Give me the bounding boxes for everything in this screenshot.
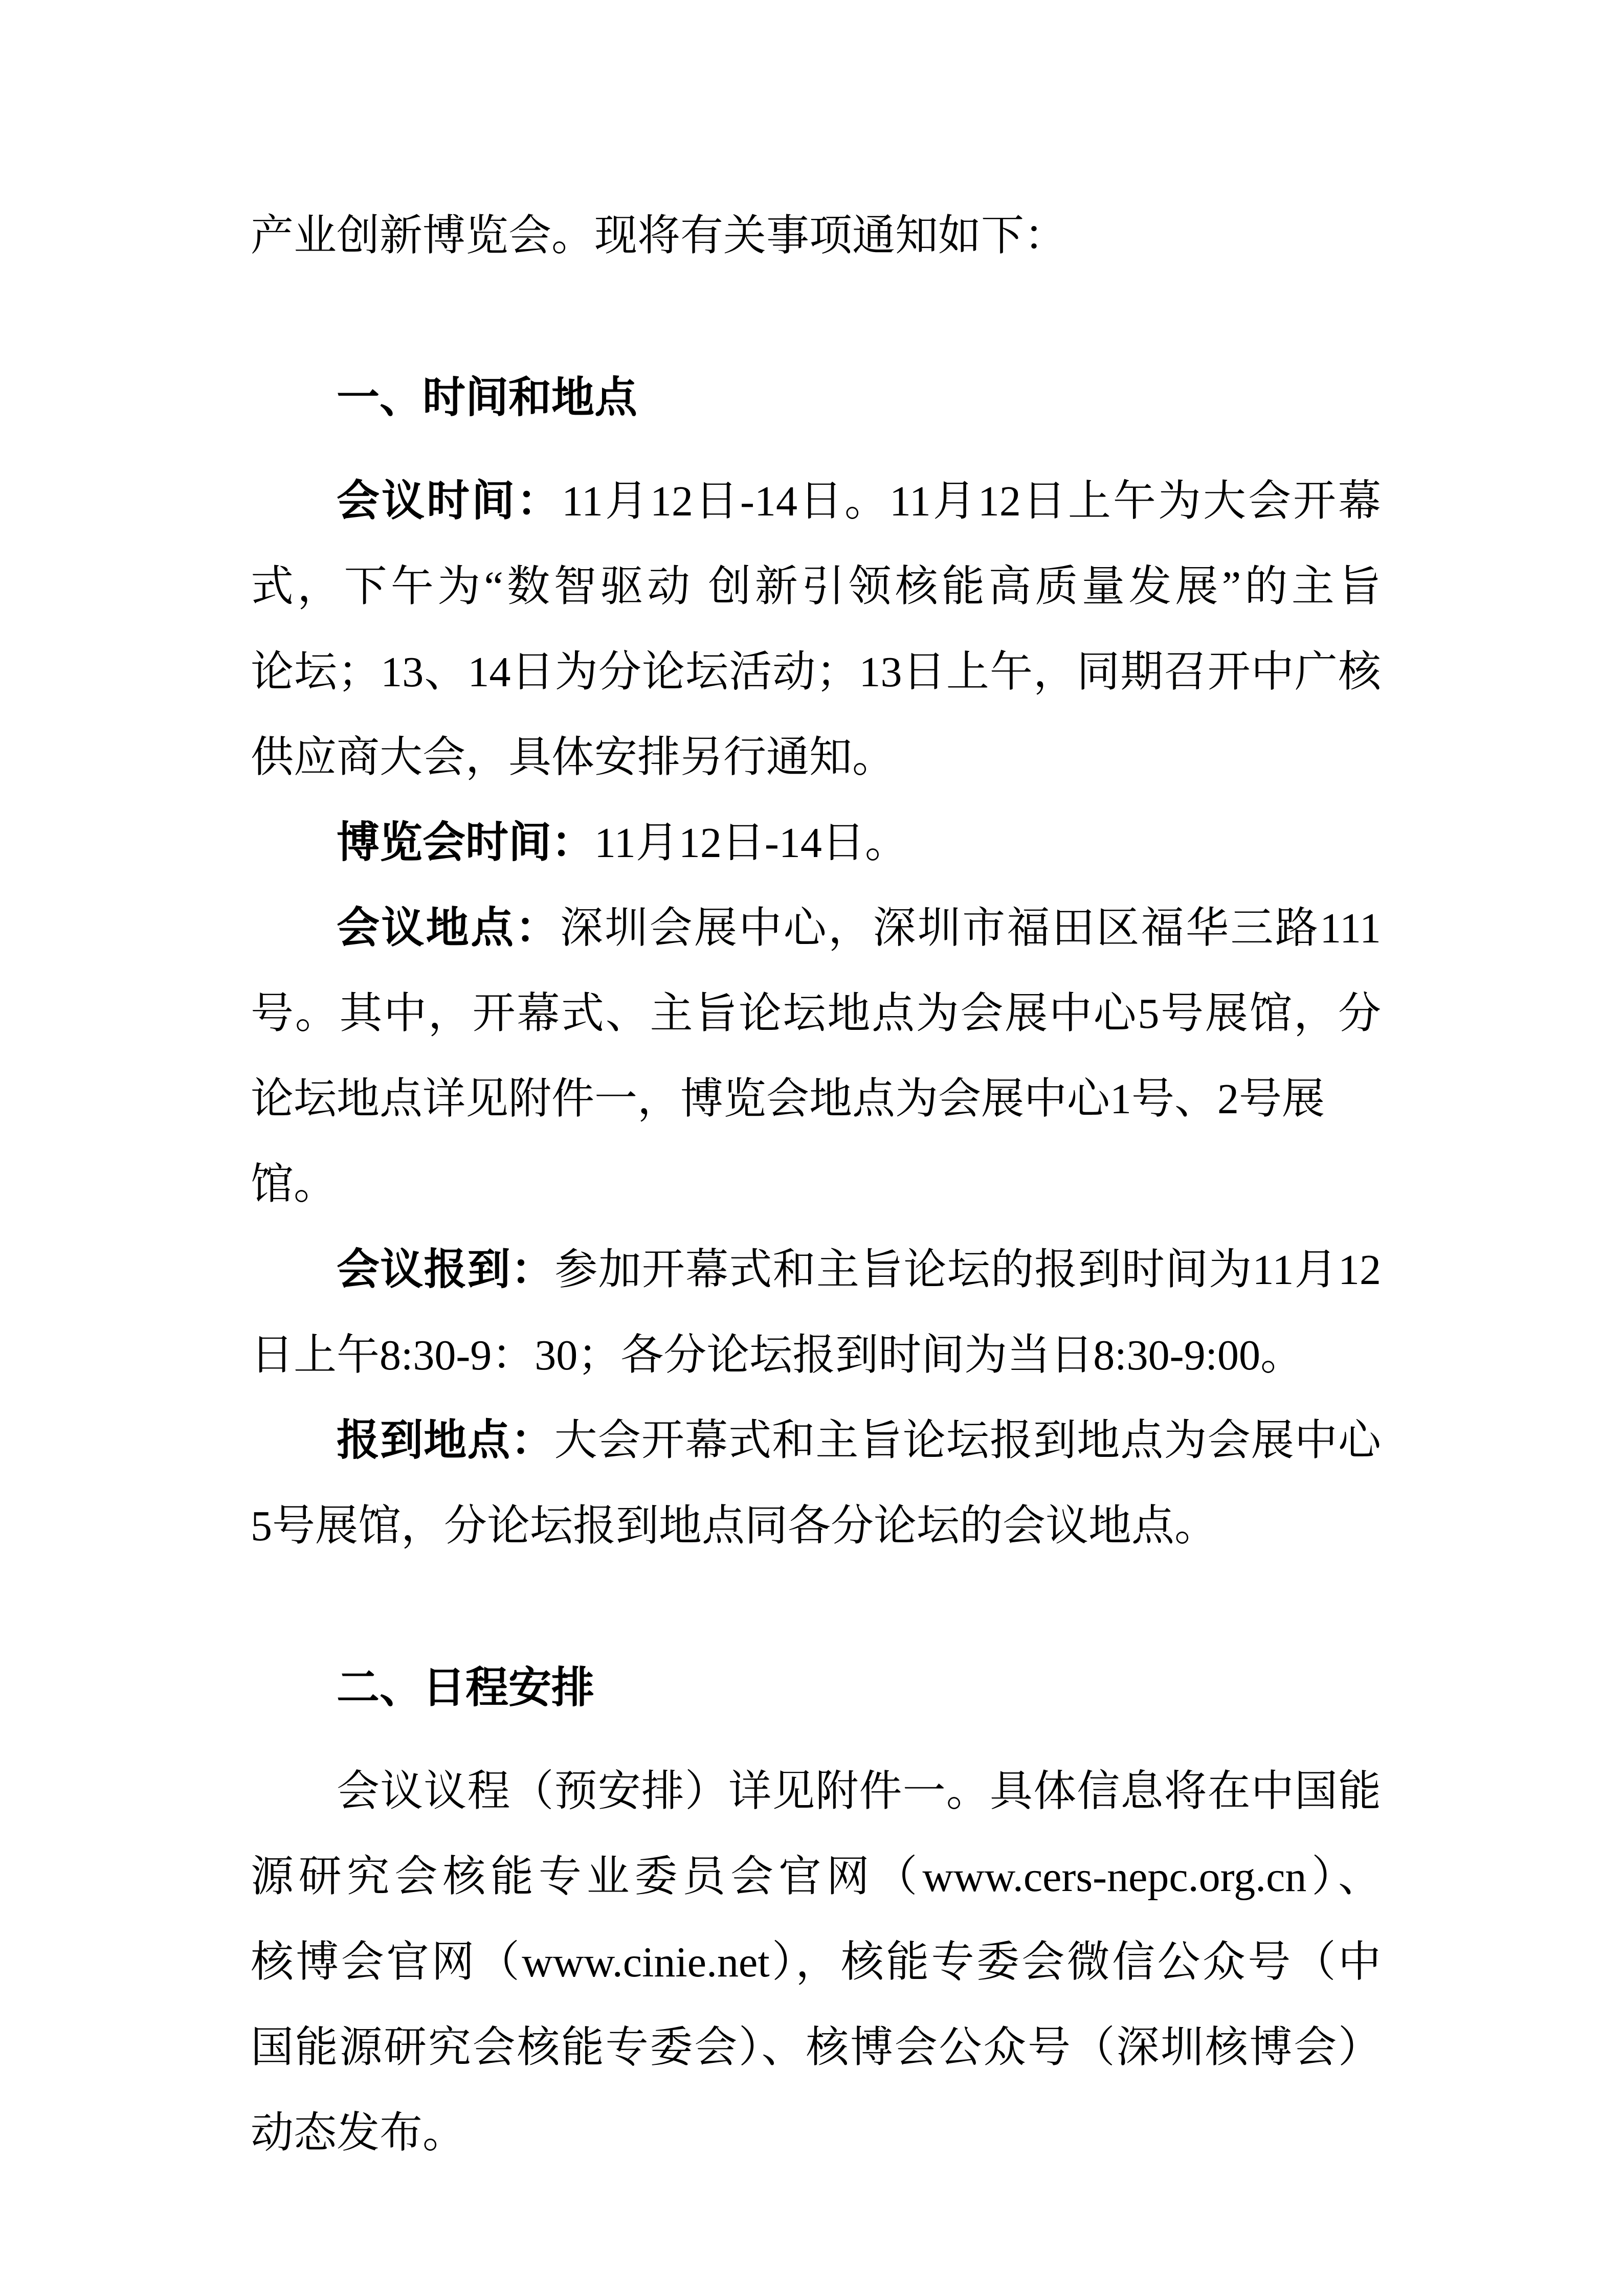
text-line bbox=[251, 800, 1381, 886]
text-block bbox=[251, 193, 1381, 2176]
text-run: 动态发布。 bbox=[251, 2109, 466, 2157]
bold-label-run: 会议报到： bbox=[337, 1246, 555, 1294]
bold-label-run: 二、日程安排 bbox=[337, 1664, 595, 1712]
text-line bbox=[251, 1483, 1381, 1569]
text-line bbox=[251, 1834, 1381, 1920]
bold-label-run: 报到地点： bbox=[337, 1417, 554, 1465]
text-run: 供应商大会，具体安排另行通知。 bbox=[251, 734, 896, 781]
text-line bbox=[251, 1646, 1381, 1731]
text-run: 论坛地点详见附件一，博览会地点为会展中心1号、2号展馆。 bbox=[251, 1075, 1325, 1208]
text-line bbox=[251, 1056, 1381, 1227]
text-line bbox=[251, 193, 1381, 279]
bold-label-run: 会议地点： bbox=[337, 905, 560, 952]
text-run: 式，下午为“数智驱动 创新引领核能高质量发展”的主旨 bbox=[251, 563, 1381, 611]
text-line bbox=[251, 2090, 1381, 2176]
text-line bbox=[251, 715, 1381, 800]
paragraph bbox=[251, 1227, 1381, 1398]
text-line bbox=[251, 459, 1381, 544]
paragraph bbox=[251, 1749, 1381, 2176]
bold-label-run: 博览会时间： bbox=[337, 819, 595, 867]
paragraph bbox=[251, 193, 1381, 279]
text-line bbox=[251, 1920, 1381, 2005]
text-line bbox=[251, 629, 1381, 715]
text-run: 日上午8:30-9：30；各分论坛报到时间为当日8:30-9:00。 bbox=[251, 1332, 1303, 1379]
text-run: 号。其中，开幕式、主旨论坛地点为会展中心5号展馆，分 bbox=[251, 990, 1381, 1038]
text-line bbox=[251, 544, 1381, 629]
text-run: 源研究会核能专业委员会官网（www.cers-nepc.org.cn）、 bbox=[251, 1853, 1381, 1901]
text-run: 参加开幕式和主旨论坛的报到时间为11月12 bbox=[554, 1246, 1381, 1294]
text-run: 会议议程（预安排）详见附件一。具体信息将在中国能 bbox=[337, 1768, 1381, 1815]
bold-label-run: 会议时间： bbox=[337, 478, 562, 525]
text-line bbox=[251, 2005, 1381, 2090]
paragraph bbox=[251, 800, 1381, 886]
text-run: 5号展馆，分论坛报到地点同各分论坛的会议地点。 bbox=[251, 1502, 1218, 1550]
text-run: 核博会官网（www.cinie.net），核能专委会微信公众号（中 bbox=[251, 1939, 1381, 1986]
text-line bbox=[251, 1749, 1381, 1834]
section-heading bbox=[251, 355, 1381, 441]
paragraph bbox=[251, 459, 1381, 800]
text-line bbox=[251, 1313, 1381, 1398]
text-run: 国能源研究会核能专委会）、核博会公众号（深圳核博会） bbox=[251, 2024, 1381, 2072]
text-line bbox=[251, 355, 1381, 441]
text-run: 论坛；13、14日为分论坛活动；13日上午，同期召开中广核 bbox=[251, 648, 1381, 696]
paragraph bbox=[251, 1398, 1381, 1569]
section-heading bbox=[251, 1646, 1381, 1731]
text-line bbox=[251, 886, 1381, 971]
text-run: 11月12日-14日。11月12日上午为大会开幕 bbox=[562, 478, 1381, 525]
text-run: 深圳会展中心，深圳市福田区福华三路111 bbox=[560, 905, 1381, 952]
text-line bbox=[251, 971, 1381, 1056]
text-run: 产业创新博览会。现将有关事项通知如下： bbox=[251, 212, 1067, 260]
text-run: 11月12日-14日。 bbox=[594, 819, 908, 867]
paragraph bbox=[251, 886, 1381, 1227]
text-run: 大会开幕式和主旨论坛报到地点为会展中心 bbox=[554, 1417, 1381, 1465]
text-line bbox=[251, 1398, 1381, 1483]
bold-label-run: 一、时间和地点 bbox=[337, 374, 638, 422]
text-line bbox=[251, 1227, 1381, 1313]
